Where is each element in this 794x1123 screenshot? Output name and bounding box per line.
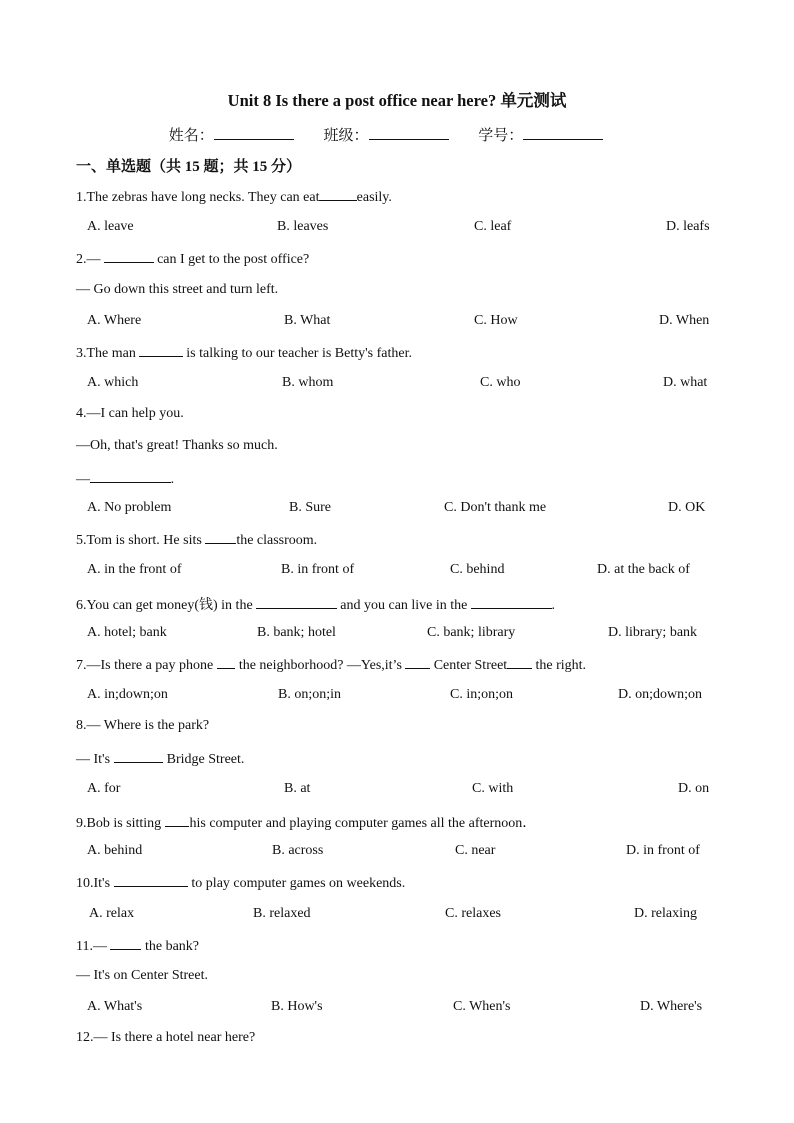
answer-blank[interactable] — [205, 531, 236, 544]
question-1-option-a[interactable]: A. leave — [87, 219, 134, 234]
question-text: — — [76, 472, 90, 487]
question-2-line-2 — [76, 282, 278, 298]
question-text: his computer and playing computer games all the afternoon． — [189, 816, 537, 831]
question-3-option-b[interactable]: B. whom — [282, 375, 334, 390]
question-text: 11.— — [76, 939, 111, 954]
question-10-option-c[interactable]: C. relaxes — [445, 906, 501, 921]
question-text: 12.— Is there a hotel near here? — [76, 1030, 256, 1045]
question-5-option-a[interactable]: A. in the front of — [87, 562, 182, 577]
section-heading: 一、单选题（共 15 题；共 15 分） — [76, 159, 302, 175]
question-7-option-a[interactable]: A. in;down;on — [87, 687, 168, 702]
answer-blank[interactable] — [114, 874, 188, 887]
question-10-option-b[interactable]: B. relaxed — [253, 906, 311, 921]
question-text: — Go down this street and turn left. — [76, 282, 279, 297]
question-text: is talking to our teacher is Betty's father. — [182, 346, 412, 361]
question-text: the bank? — [141, 939, 200, 954]
student-info-line — [0, 124, 794, 145]
question-text: 4.—I can help you. — [76, 406, 184, 421]
question-text: 10.It's — [76, 876, 114, 891]
question-7-option-c[interactable]: C. in;on;on — [450, 687, 514, 702]
question-text: — It's — [76, 752, 114, 767]
question-11-option-c[interactable]: C. When's — [453, 999, 511, 1014]
question-text: and you can live in the — [336, 598, 471, 613]
question-9-line-1 — [76, 812, 536, 832]
question-7-option-b[interactable]: B. on;on;in — [278, 687, 342, 702]
question-10-option-a[interactable]: A. relax — [89, 906, 135, 921]
question-text: Bridge Street. — [163, 752, 245, 767]
question-text: . — [551, 598, 555, 613]
question-5-option-c[interactable]: C. behind — [450, 562, 505, 577]
question-8-option-a[interactable]: A. for — [87, 781, 121, 796]
question-2-option-d[interactable]: D. When — [659, 313, 710, 328]
number-field[interactable] — [523, 125, 603, 140]
question-5-option-b[interactable]: B. in front of — [281, 562, 355, 577]
question-7-option-d[interactable]: D. on;down;on — [618, 687, 702, 702]
question-text: 2.— — [76, 252, 104, 267]
question-12-line-1 — [76, 1030, 255, 1046]
question-text: . — [170, 472, 175, 487]
answer-blank[interactable] — [114, 750, 164, 763]
question-6-option-c[interactable]: C. bank; library — [427, 625, 516, 640]
answer-blank[interactable] — [104, 250, 154, 263]
question-4-option-a[interactable]: A. No problem — [87, 500, 172, 515]
question-8-line-2 — [76, 750, 244, 768]
question-text: 1.The zebras have long necks. They can eat — [76, 190, 320, 205]
question-8-option-c[interactable]: C. with — [472, 781, 514, 796]
question-text: 9.Bob is sitting — [76, 816, 165, 831]
question-6-line-1 — [76, 594, 555, 614]
question-5-line-1 — [76, 531, 317, 549]
question-text: — It's on Center Street. — [76, 968, 208, 983]
question-7-line-1 — [76, 656, 586, 674]
page-title: Unit 8 Is there a post office near here? 单元测试 — [227, 91, 567, 110]
question-text: the right. — [531, 658, 587, 673]
question-4-line-1 — [76, 406, 184, 422]
question-1-option-c[interactable]: C. leaf — [474, 219, 512, 234]
question-1-line-1 — [76, 188, 392, 206]
question-10-line-1 — [76, 874, 405, 892]
question-8-option-d[interactable]: D. on — [678, 781, 710, 796]
question-9-option-d[interactable]: D. in front of — [626, 843, 700, 858]
answer-blank[interactable] — [405, 656, 430, 669]
question-8-option-b[interactable]: B. at — [284, 781, 311, 796]
answer-blank[interactable] — [256, 596, 337, 609]
question-6-option-b[interactable]: B. bank; hotel — [257, 625, 336, 640]
question-text: the neighborhood? —Yes,it’s — [235, 658, 406, 673]
question-2-line-1 — [76, 250, 309, 268]
question-text: 3.The man — [76, 346, 140, 361]
question-11-option-b[interactable]: B. How's — [271, 999, 323, 1014]
name-label: 姓名： — [168, 128, 214, 144]
answer-blank[interactable] — [507, 656, 532, 669]
question-4-option-b[interactable]: B. Sure — [289, 500, 331, 515]
question-4-line-2 — [76, 438, 278, 454]
question-4-line-3 — [76, 470, 174, 488]
question-text: easily. — [356, 190, 392, 205]
question-2-option-c[interactable]: C. How — [474, 313, 518, 328]
question-text: —Oh, that's great! Thanks so much. — [76, 438, 278, 453]
question-text: 5.Tom is short. He sits — [76, 533, 206, 548]
question-3-option-c[interactable]: C. who — [480, 375, 521, 390]
question-text: to play computer games on weekends. — [187, 876, 406, 891]
question-9-option-c[interactable]: C. near — [455, 843, 496, 858]
question-2-option-b[interactable]: B. What — [284, 313, 331, 328]
question-11-option-d[interactable]: D. Where's — [640, 999, 703, 1014]
question-9-option-b[interactable]: B. across — [272, 843, 324, 858]
question-2-option-a[interactable]: A. Where — [87, 313, 142, 328]
question-11-line-2 — [76, 968, 208, 984]
question-text: 7.—Is there a pay phone — [76, 658, 217, 673]
name-field[interactable] — [214, 125, 294, 140]
answer-blank[interactable] — [90, 470, 171, 483]
answer-blank[interactable] — [471, 596, 552, 609]
answer-blank[interactable] — [319, 188, 356, 201]
answer-blank[interactable] — [165, 814, 190, 827]
question-1-option-d[interactable]: D. leafs — [666, 219, 710, 234]
answer-blank[interactable] — [217, 656, 236, 669]
question-text: 8.— Where is the park? — [76, 718, 210, 733]
question-10-option-d[interactable]: D. relaxing — [634, 906, 697, 921]
question-6-option-d[interactable]: D. library; bank — [608, 625, 698, 640]
answer-blank[interactable] — [139, 344, 182, 357]
question-text: Center Street — [430, 658, 508, 673]
question-6-option-a[interactable]: A. hotel; bank — [87, 625, 167, 640]
question-8-line-1 — [76, 718, 209, 734]
question-3-option-a[interactable]: A. which — [87, 375, 139, 390]
question-4-option-d[interactable]: D. OK — [668, 500, 706, 515]
question-text: can I get to the post office? — [153, 252, 310, 267]
question-4-option-c[interactable]: C. Don't thank me — [444, 500, 547, 515]
question-11-option-a[interactable]: A. What's — [87, 999, 143, 1014]
question-text: the classroom. — [236, 533, 318, 548]
question-3-line-1 — [76, 344, 412, 362]
question-text: 6.You can get money(钱) in the — [76, 598, 257, 613]
answer-blank[interactable] — [110, 937, 141, 950]
number-label: 学号： — [478, 128, 524, 144]
question-1-option-b[interactable]: B. leaves — [277, 219, 329, 234]
question-9-option-a[interactable]: A. behind — [87, 843, 143, 858]
question-5-option-d[interactable]: D. at the back of — [597, 562, 690, 577]
question-11-line-1 — [76, 937, 199, 955]
class-label: 班级： — [323, 128, 369, 144]
class-field[interactable] — [369, 125, 449, 140]
question-3-option-d[interactable]: D. what — [663, 375, 708, 390]
